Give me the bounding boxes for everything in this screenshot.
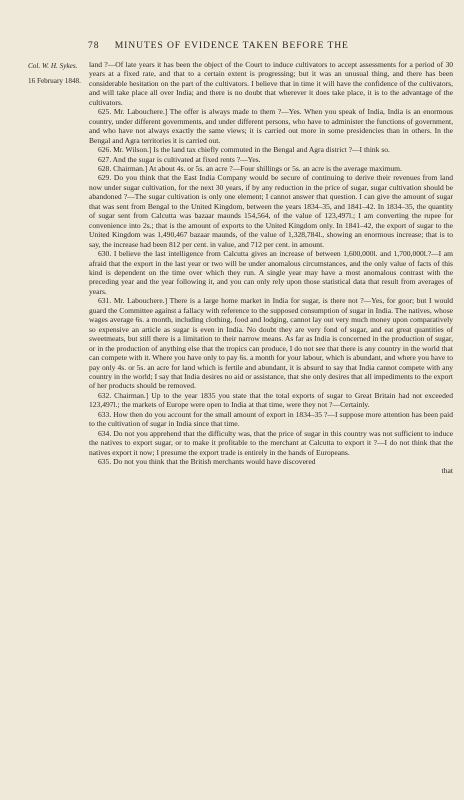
paragraph-continuation: land ?—Of late years it has been the object of the Court to induce cultivators to accept assessments for a period of 30 years at a fixed rate, and that to a certain extent is progressing; but it was an unusual thing, and there has been considerable hesitation on the part of the cultivators. I believe that in time it will have the confidence of the cultivators, and will take place all over India; and there is no doubt that wherever it does take place, it is to the advantage of the cultivators. — [89, 60, 453, 107]
question-629: 629. Do you think that the East India Company would be secure of continuing to derive their revenues from land now under sugar cultivation, for the next 30 years, if by any reduction in the price of sugar, sugar cultivation should be abandoned ?—The sugar cultivation is only one element; I cannot answer that question. I can give the amount of sugar that was sent from Bengal to the United Kingdom, between the years 1834–35, and 1841–42. In 1834–35, the quantity of sugar sent from Calcutta was bazaar maunds 154,564, of the value of 123,497l.; I am converting the rupee for convenience into 2s.; that is the amount of exports to the United Kingdom only. In 1841–42, the export of sugar to the United Kingdom was 1,490,467 bazaar maunds, of the value of 1,328,784l., showing an enormous increase; that is to say, the increase had been 812 per cent. in value, and 712 per cent. in amount. — [89, 173, 453, 249]
catchword: that — [441, 466, 453, 476]
margin-witness-name: Col. W. H. Sykes. — [28, 62, 78, 70]
question-632: 632. Chairman.] Up to the year 1835 you state that the total exports of sugar to Great Britain had not exceeded 123,497l.; the markets of Europe were open to India at that time, were they not ?—Certainly. — [89, 390, 453, 410]
question-627: 627. And the sugar is cultivated at fixed rents ?—Yes. — [98, 154, 261, 164]
question-631: 631. Mr. Labouchere.] There is a large home market in India for sugar, is there not ?—Yes, for goor; but I would guard the Committee against a fallacy with reference to the supposed consumption of sugar in India. The natives, whose wages average 6s. a month, including clothing, food and lodging, cannot lay out very much money upon comparatively so expensive an article as sugar is even in India. No doubt they are very fond of sugar, and eat great quantities of sweetmeats, but still there is a limitation to their narrow means. As far as India is concerned in the production of sugar, or in the production of anything else that the tropics can produce, I do not see that there is any country in the world that can compete with it. Where you have only to pay 6s. a month for your labour, which is abundant, and where you have to pay only 4s. or 5s. an acre for land which is fertile and abundant, it is absurd to say that India cannot compete with any country in the world; I say that India desires no aid or assistance, that she only desires that all impediments to the export of her products should be removed. — [89, 296, 453, 391]
question-628: 628. Chairman.] At about 4s. or 5s. an acre ?—Four shillings or 5s. an acre is the average maximum. — [98, 163, 402, 173]
question-626: 626. Mr. Wilson.] Is the land tax chiefly commuted in the Bengal and Agra district ?—I think so. — [98, 145, 390, 155]
question-635: 635. Do not you think that the British merchants would have discovered — [98, 457, 316, 467]
question-625: 625. Mr. Labouchere.] The offer is always made to them ?—Yes. When you speak of India, India is an enormous country, under different governments, and under different persons, who have to administer the functions of government, and who have not always exactly the same views; it is carried out more in some presidencies than in others. In the Bengal and Agra territories it is carried out. — [89, 107, 453, 145]
question-630: 630. I believe the last intelligence from Calcutta gives an increase of between 1,600,000l. and 1,700,000l.?—I am afraid that the export in the last year or two will be under anomalous circumstances, and the only value of facts of this kind is dependent on the time over which they run. A single year may have a most anomalous contrast with the preceding year and the year following it, and you can only rely upon those statistical data that result from averages of years. — [89, 249, 453, 296]
page-header — [88, 40, 458, 51]
running-title: MINUTES OF EVIDENCE TAKEN BEFORE THE — [114, 40, 349, 51]
margin-date: 16 February 1848. — [28, 77, 81, 85]
page-number: 78 — [88, 40, 100, 51]
question-634: 634. Do not you apprehend that the difficulty was, that the price of sugar in this country was not sufficient to induce the natives to export sugar, or to make it profitable to the merchant at Calcutta to export it ?—I do not think that the natives export it now; I presume the export trade is entirely in the hands of Europeans. — [89, 428, 453, 457]
question-633: 633. How then do you account for the small amount of export in 1834–35 ?—I suppose more attention has been paid to the cultivation of sugar in India since that time. — [89, 409, 453, 429]
evidence-text — [89, 60, 453, 476]
